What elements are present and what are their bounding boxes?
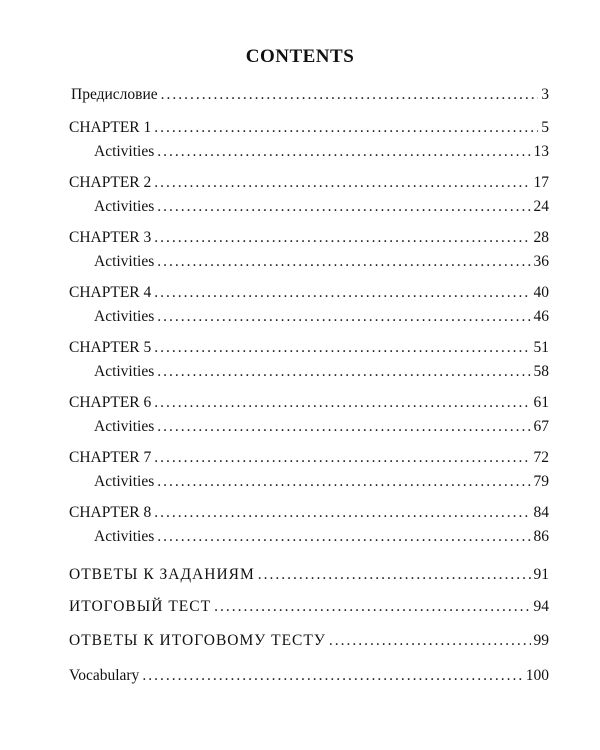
toc-entry-activities-7[interactable] bbox=[94, 473, 549, 491]
dot-leader bbox=[154, 284, 530, 302]
toc-entry-chapter-2[interactable] bbox=[69, 174, 549, 192]
dot-leader bbox=[214, 598, 530, 616]
toc-entry-label: CHAPTER 6 bbox=[69, 394, 152, 411]
dot-leader bbox=[161, 86, 539, 104]
dot-leader bbox=[154, 229, 530, 247]
toc-entry-page: 5 bbox=[541, 119, 549, 136]
toc-entry-final-test-answers[interactable] bbox=[69, 632, 549, 650]
toc-entry-label: ОТВЕТЫ К ИТОГОВОМУ ТЕСТУ bbox=[69, 632, 326, 649]
dot-leader bbox=[154, 394, 530, 412]
toc-entry-chapter-8[interactable] bbox=[69, 504, 549, 522]
dot-leader bbox=[154, 174, 530, 192]
toc-entry-label: Activities bbox=[94, 308, 155, 325]
toc-entry-answers[interactable] bbox=[69, 566, 549, 584]
dot-leader bbox=[157, 198, 530, 216]
toc-entry-page: 17 bbox=[533, 174, 549, 191]
toc-entry-label: Activities bbox=[94, 253, 155, 270]
dot-leader bbox=[154, 449, 530, 467]
toc-entry-label: Activities bbox=[94, 363, 155, 380]
toc-entry-activities-1[interactable] bbox=[94, 143, 549, 161]
dot-leader bbox=[157, 473, 530, 491]
toc-entry-page: 79 bbox=[533, 473, 549, 490]
toc-entry-page: 24 bbox=[533, 198, 549, 215]
toc-entry-chapter-3[interactable] bbox=[69, 229, 549, 247]
toc-entry-label: ИТОГОВЫЙ ТЕСТ bbox=[69, 598, 212, 615]
toc-entry-page: 46 bbox=[533, 308, 549, 325]
toc-entry-page: 40 bbox=[533, 284, 549, 301]
toc-entry-label: CHAPTER 2 bbox=[69, 174, 152, 191]
toc-entry-page: 51 bbox=[533, 339, 549, 356]
toc-entry-label: Activities bbox=[94, 473, 155, 490]
toc-entry-label: CHAPTER 3 bbox=[69, 229, 152, 246]
toc-entry-chapter-5[interactable] bbox=[69, 339, 549, 357]
page-title: CONTENTS bbox=[245, 46, 355, 67]
toc-entry-page: 72 bbox=[533, 449, 549, 466]
dot-leader bbox=[329, 632, 531, 650]
toc-entry-label: Activities bbox=[94, 143, 155, 160]
toc-entry-preface[interactable] bbox=[71, 86, 549, 104]
toc-entry-vocabulary[interactable] bbox=[69, 667, 549, 685]
toc-entry-page: 100 bbox=[525, 667, 549, 684]
toc-entry-activities-3[interactable] bbox=[94, 253, 549, 271]
toc-entry-activities-5[interactable] bbox=[94, 363, 549, 381]
toc-entry-page: 36 bbox=[533, 253, 549, 270]
toc-entry-activities-4[interactable] bbox=[94, 308, 549, 326]
toc-entry-page: 94 bbox=[533, 598, 549, 615]
toc-entry-label: Activities bbox=[94, 198, 155, 215]
dot-leader bbox=[157, 528, 530, 546]
toc-entry-page: 67 bbox=[533, 418, 549, 435]
toc-entry-chapter-7[interactable] bbox=[69, 449, 549, 467]
dot-leader bbox=[157, 253, 530, 271]
toc-entry-label: CHAPTER 4 bbox=[69, 284, 152, 301]
toc-entry-page: 13 bbox=[533, 143, 549, 160]
dot-leader bbox=[157, 418, 530, 436]
toc-entry-page: 91 bbox=[533, 566, 549, 583]
toc-entry-label: Vocabulary bbox=[69, 667, 140, 684]
toc-entry-label: Activities bbox=[94, 418, 155, 435]
toc-entry-chapter-4[interactable] bbox=[69, 284, 549, 302]
dot-leader bbox=[157, 363, 530, 381]
toc-entry-label: CHAPTER 1 bbox=[69, 119, 152, 136]
toc-entry-page: 58 bbox=[533, 363, 549, 380]
toc-entry-label: Activities bbox=[94, 528, 155, 545]
toc-entry-activities-8[interactable] bbox=[94, 528, 549, 546]
dot-leader bbox=[154, 339, 530, 357]
dot-leader bbox=[258, 566, 531, 584]
toc-entry-chapter-1[interactable] bbox=[69, 119, 549, 137]
dot-leader bbox=[154, 504, 530, 522]
toc-entry-page: 61 bbox=[533, 394, 549, 411]
dot-leader bbox=[142, 667, 522, 685]
toc-entry-page: 84 bbox=[533, 504, 549, 521]
toc-entry-page: 86 bbox=[533, 528, 549, 545]
dot-leader bbox=[157, 143, 530, 161]
toc-entry-chapter-6[interactable] bbox=[69, 394, 549, 412]
toc-entry-page: 3 bbox=[541, 86, 549, 103]
toc-entry-label: CHAPTER 7 bbox=[69, 449, 152, 466]
toc-entry-final-test[interactable] bbox=[69, 598, 549, 616]
toc-entry-label: ОТВЕТЫ К ЗАДАНИЯМ bbox=[69, 566, 255, 583]
toc-entry-activities-2[interactable] bbox=[94, 198, 549, 216]
toc-entry-page: 99 bbox=[533, 632, 549, 649]
toc-entry-label: Предисловие bbox=[71, 86, 158, 103]
toc-entry-label: CHAPTER 8 bbox=[69, 504, 152, 521]
dot-leader bbox=[154, 119, 538, 137]
toc-entry-page: 28 bbox=[533, 229, 549, 246]
toc-entry-label: CHAPTER 5 bbox=[69, 339, 152, 356]
dot-leader bbox=[157, 308, 530, 326]
toc-entry-activities-6[interactable] bbox=[94, 418, 549, 436]
